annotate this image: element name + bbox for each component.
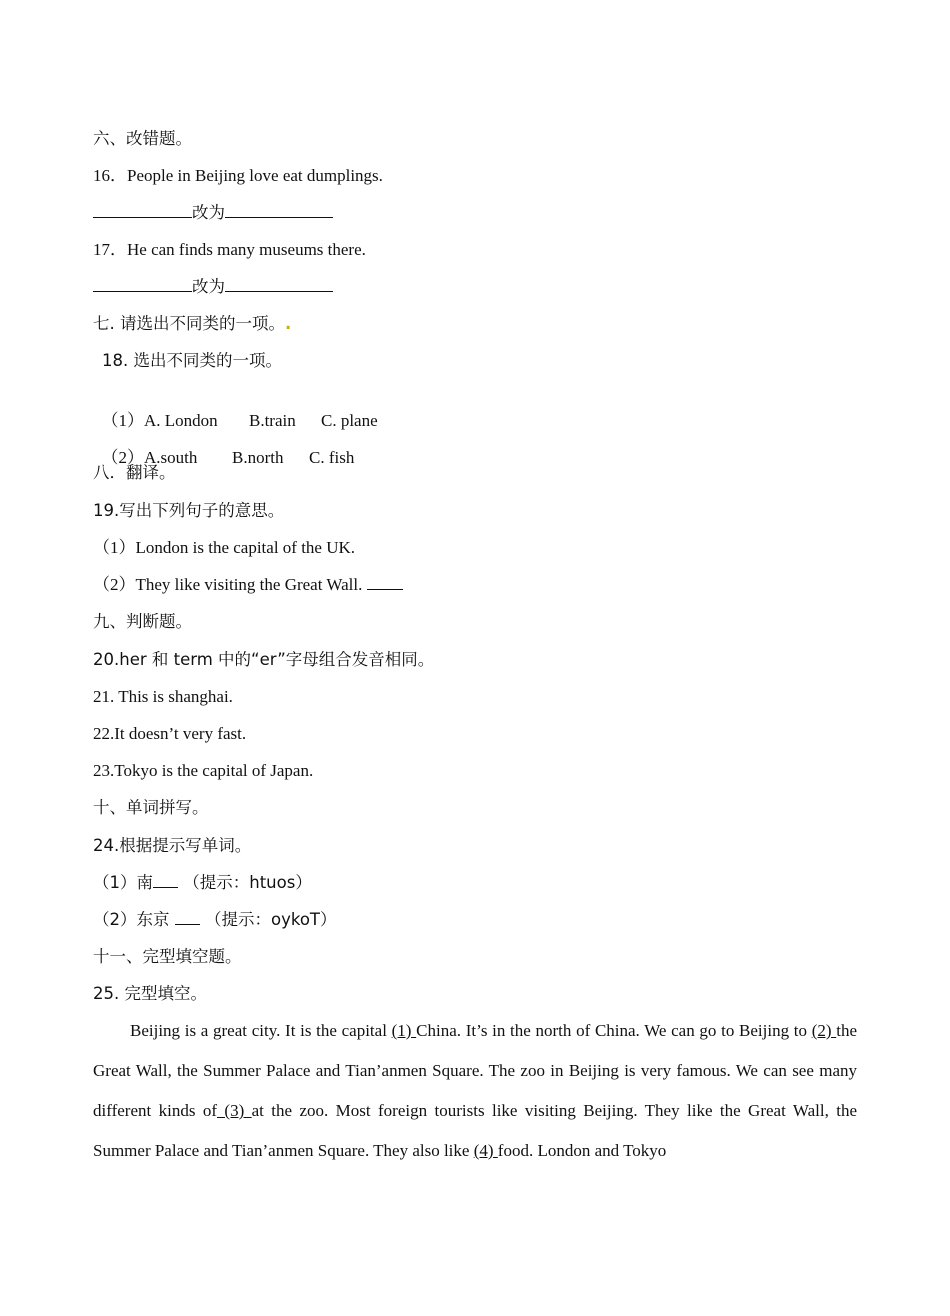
option-c: C. plane — [321, 411, 378, 430]
spelling-item-1-prompt: （1）南 — [93, 873, 153, 892]
question-18: 18. 选出不同类的一项。 — [102, 351, 282, 370]
spelling-item-1 — [93, 872, 312, 894]
option-c: C. fish — [309, 448, 355, 467]
option-a: A. London — [144, 411, 218, 430]
question-25: 25. 完型填空。 — [93, 984, 207, 1003]
change-to-label: 改为 — [192, 277, 225, 296]
section-7-heading-text: 七. 请选出不同类的一项。 — [93, 314, 285, 333]
question-16: 16．People in Beijing love eat dumplings. — [93, 166, 383, 185]
answer-blank[interactable] — [93, 277, 192, 292]
answer-line-16 — [93, 202, 333, 224]
cloze-text: China. It’s in the north of China. We can go to Beijing to — [416, 1021, 812, 1040]
cloze-blank-3[interactable]: (3) — [217, 1101, 252, 1120]
cloze-text: food. London and Tokyo — [497, 1141, 667, 1160]
question-21: 21. This is shanghai. — [93, 687, 233, 706]
option-b: B.train — [249, 411, 296, 430]
option-label: （1） — [101, 411, 144, 430]
question-19: 19.写出下列句子的意思。 — [93, 501, 285, 520]
section-10-heading: 十、单词拼写。 — [93, 798, 209, 817]
section-6-heading: 六、改错题。 — [93, 129, 192, 148]
translate-item-2-text: （2）They like visiting the Great Wall. — [93, 575, 363, 594]
question-23: 23.Tokyo is the capital of Japan. — [93, 761, 314, 780]
section-8-heading: 八．翻译。 — [93, 463, 176, 482]
change-to-label: 改为 — [192, 203, 225, 222]
mark-dot: . — [285, 314, 292, 333]
answer-blank[interactable] — [225, 203, 333, 218]
option-b: B.north — [232, 448, 284, 467]
answer-blank[interactable] — [93, 203, 192, 218]
cloze-blank-2[interactable]: (2) — [811, 1021, 837, 1040]
cloze-blank-1[interactable]: (1) — [391, 1021, 417, 1040]
question-24: 24.根据提示写单词。 — [93, 836, 252, 855]
cloze-text: Beijing is a great city. It is the capital — [130, 1021, 392, 1040]
translate-item-2 — [93, 574, 403, 596]
section-9-heading: 九、判断题。 — [93, 612, 192, 631]
question-22: 22.It doesn’t very fast. — [93, 724, 247, 743]
answer-blank[interactable] — [225, 277, 333, 292]
cloze-passage — [93, 1011, 857, 1171]
cloze-blank-4[interactable]: (4) — [473, 1141, 498, 1160]
option-label: （2） — [101, 448, 144, 467]
spelling-item-2-hint: （提示：oykoT） — [205, 910, 337, 929]
answer-line-17 — [93, 276, 333, 298]
cloze-text: the Great Wall, the Summer Palace and Tian’anmen Square. The zoo in Beijing is very famous. We can see many different kinds of — [93, 1021, 858, 1120]
spelling-item-1-hint: （提示：htuos） — [183, 873, 312, 892]
answer-blank[interactable] — [153, 873, 178, 888]
cloze-text: at the zoo. Most foreign tourists like visiting Beijing. They like the Great Wall, the Summer Palace and Tian’anmen Square. They also like — [93, 1101, 857, 1160]
question-20: 20.her 和 term 中的“er”字母组合发音相同。 — [93, 650, 435, 669]
spelling-item-2 — [93, 909, 337, 931]
spelling-item-2-prompt: （2）东京 — [93, 910, 170, 929]
section-11-heading: 十一、完型填空题。 — [93, 947, 242, 966]
option-a: A.south — [144, 448, 198, 467]
answer-blank[interactable] — [175, 910, 200, 925]
section-7-heading — [93, 313, 291, 335]
answer-blank[interactable] — [367, 575, 403, 590]
translate-item-1: （1）London is the capital of the UK. — [93, 538, 356, 557]
question-17: 17．He can finds many museums there. — [93, 240, 366, 259]
